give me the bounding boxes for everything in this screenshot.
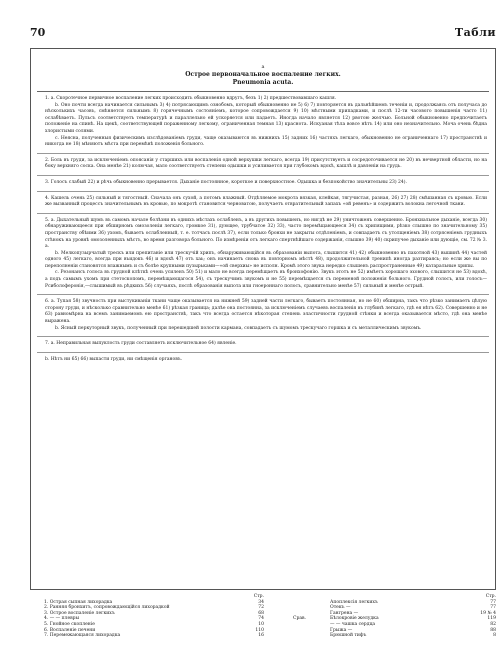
row-label: Брюшной тифъ xyxy=(330,633,367,639)
paragraph: 5. а. Дыхательный шумъ въ самомъ начале болѣзни въ однихъ мѣстахъ ослабленъ, а въ другихъ повышенъ, но нигдѣ не 29) уничтоженъ совершенно. Бронхиальное дыханіе, всегда 30) обнаруживающееся при обширномъ омозоленіи легкаго, громкое 31), дующее, трубчатое 32) 33), часто перемѣщающееся 34) съ хрипящими, рѣзко слышно по значительному 35) пространству обѣими 36) ухомъ, бываетъ ослабленный, т. е. тотчасъ послѣ 37), если только бронхи не закрыты отдѣленіемъ, и совпадаетъ съ утолщеніемъ 38) сотрясеніемъ грудныхъ стѣнокъ на уровнѣ омозоленныхъ мѣстъ, во время разговора больного. По измѣреніи отъ легкаго спертнѣйшаго содержанія, слышно 39) 40) скрипучее дыханіе или дующіе, см. 72 № 3. а. xyxy=(45,217,487,250)
paragraph: b. Оно почти всегда начинается сильнымъ 3) 4) потрясающимъ ознобомъ, который обыкновенно не 5) 6) 7) повторяется въ дальнѣйшемъ теченіи и, продолжаясь отъ получаса до нѣсколькихъ часовъ, смѣняется сильнымъ 8) горячечнымъ состояніемъ, которое сопровождается 9) 10) мѣстными припадками, и послѣ 12-ти часового повышенія часто 11) ослабѣваетъ. Пульсъ соответствуетъ температурѣ и параллельно ей ускоряется или падаетъ. Иногда начало является 12) рвотою желчью. Больной обыкновенно предпочитаетъ положеніе на спинѣ. На щекѣ, соответствующей пораженному легкому, ограниченная темная 13) краснота. Искуаная тѣла вовсе нѣтъ 14) или оно незначительно. Моча очень бѣдна хлористыми солями. xyxy=(45,102,487,134)
table-row xyxy=(330,633,496,639)
block-title-text: Острое первоначальное воспаление легких. xyxy=(185,71,341,78)
row-label: 1. Острая сыпная лихорадка xyxy=(44,599,113,605)
row-page: 8 xyxy=(493,633,496,639)
paragraph: b. Ясный перкуторный звукъ, полученный при перешедшей полости кармана, совпадаетъ съ шумомъ трескучаго горшка и съ металлическимъ звукомъ. xyxy=(55,325,422,331)
row-page: 10 xyxy=(258,621,264,627)
content-box xyxy=(30,48,496,590)
section-divider xyxy=(37,191,489,192)
row-page: 34 xyxy=(258,599,264,605)
paragraph: с. Неясна, полученныя физическимъ изслѣдованіемъ груди, чаще оказываются въ нижнихъ 15) задних 16) частяхъ легкаго, обыкновенно не ограниченнаго 17) пространствѣ и никогда не 18) мѣняютъ мѣста при перемѣнѣ положенія больного. xyxy=(45,135,487,148)
section xyxy=(31,357,495,364)
row-label: Отекъ — xyxy=(330,605,351,611)
row-label: Апоплексія легкихъ xyxy=(330,599,378,605)
row-page: 77 xyxy=(490,599,496,605)
row-label: — — чашка сердца xyxy=(330,621,376,627)
row-page: 110 xyxy=(255,627,264,633)
block-title xyxy=(31,63,495,87)
divider xyxy=(37,91,489,92)
section xyxy=(31,218,495,291)
row-page: 16 xyxy=(258,633,264,639)
page-number: 70 xyxy=(30,26,46,39)
section-divider xyxy=(37,213,489,214)
paragraph: b. Мелкопузырчатый трескъ или препитаніе или трескучій хрипъ, обнаруживающійся въ образованіи выпота, слышится 41) 42) обыкновенно въ пахотной 43) вышинѣ 44) частей одного 45) легкаго, всегда при въидокъ 46) и вдохѣ 47) отъ хаь; онъ начинаетъ снова въ повторномъ мѣстѣ 48), продолжительной тренипѣ иногда разтираясь; но если же вы по переполненіи становятся влажнымъ и съ болѣе крупными пузырьками—«ой сверхиы» не исполн. Кромѣ этого звука нередко слышенъ распространенные 49) катаральные хрипы. xyxy=(45,250,487,269)
paragraph: 6. а. Тупая 58) звучность при выстукиваніи ткани чаще оказывается на нижней 59) задней части легкаго, бываетъ постоянная, но не 60) обширна, такъ что рѣзко занимаетъ цѣлую сторону груди, и нѣсколько сравнительно менѣе 61) рѣзкая граница; далѣе она постоянна, за исключеніемъ случаевъ воспаленія въ глубинѣ легкаго, гдѣ ея нѣтъ 62). Совершенно и не 63) равномѣрна на всемъ занимаемомъ ею пространствѣ, такъ что всегда остается нѣкоторая степень эластичности грудной стѣнки и всегда оказывается мѣсто, гдѣ она менѣе выражена. xyxy=(45,299,487,325)
differential-table xyxy=(30,594,496,646)
paragraph: b. Нѣтъ ни 65) 66) выпасти груди, ни смѣщенія органовъ. xyxy=(45,356,183,362)
row-label: Грыжа — xyxy=(330,627,353,633)
paragraph: 3. Голосъ слабый 22) и рѣчь обыкновенно прерывается. Дыханіе постоянное, короткое и поверхностное. Одышка и безпокойство значительны 23) 24). xyxy=(45,179,407,185)
section xyxy=(31,196,495,209)
section-divider xyxy=(37,153,489,154)
right-header: Стр. xyxy=(485,594,496,599)
running-head: Табли xyxy=(454,26,496,39)
row-label: 3. Острое воспаленіе легкихъ xyxy=(44,610,115,616)
table-left-column xyxy=(44,594,264,639)
paragraph: 2. Боль въ груди, за исключеніемъ опоясанія у старшихъ или воспаленія одной верхушки легкаго, всегда 19) присутствуетъ и сосредоточивается не 20) въ нечвертной области, но на боку верхняго соска. Она менѣе 21) колючая, мало соответствуетъ степени одышки и усиливается при глубокомъ вдохѣ, кашлѣ и давленіи на грудь. xyxy=(45,157,487,170)
row-label: Гангрена — xyxy=(330,610,359,616)
table-row xyxy=(44,633,264,639)
row-page: 72 xyxy=(258,605,264,611)
sections xyxy=(31,96,495,363)
paragraph: 7. а. Неправильная выпуклость груди составляетъ исключительное 64) явленіе. xyxy=(45,341,237,347)
row-page: 77 xyxy=(490,605,496,611)
row-page: 82 xyxy=(490,621,496,627)
row-label: 7. Перемежающаяся лихорадка xyxy=(44,633,121,639)
row-label: 6. Воспаленіе печени xyxy=(44,627,96,633)
paragraph: с. Резонансъ голоса въ грудной клѣткѣ очень усиленъ 50) 51) и мало не всегда перемѣщаетъ въ бронхофонію. Звукъ этотъ не 52) имѣетъ хорошаго эхового, слышится не 53) вдохѣ, а подъ самымъ ухомъ при стетоскопомъ, перемѣщающагося 54), съ трескучимъ звукомъ и не 55) перемѣщается съ переменой положенія больного. Грудной голосъ, или голосъ—Рсиболоферонія,—слышимый въ рѣдкихъ 56) случаяхъ, послѣ образованія выпота или гноероннаго полосъ, сравнительно менѣе 57) сильный и менѣе острый. xyxy=(45,270,487,289)
section-divider xyxy=(37,175,489,176)
section-divider xyxy=(37,336,489,337)
section xyxy=(31,299,495,332)
paragraph: 1. а. Скоротечное первичное воспаление легких происходить обыкновенно вдругъ, безъ 1) 2) предшествовавшаго кашля. xyxy=(45,96,337,101)
block-subtitle: Pneumonia acuta. xyxy=(232,79,294,86)
row-label: Бѣлокровіе желудка xyxy=(330,616,379,622)
row-page: 74 xyxy=(258,616,264,622)
row-label: 4. — — плевры xyxy=(44,616,80,622)
section xyxy=(31,341,495,348)
row-label: 5. Гнойное скопленіе xyxy=(44,621,95,627)
section-divider xyxy=(37,294,489,295)
row-page: 119 xyxy=(487,616,496,622)
row-page: 88 xyxy=(490,627,496,633)
section-divider xyxy=(37,352,489,353)
left-header: Стр. xyxy=(253,594,264,599)
paragraph: 4. Кашель очень 25) сильный и тягостный. Сначала онъ сухой, а потомъ влажный. Отдѣляемое мокрота вязкая, клейкая, тягучистая, разная, 26) 27) 28) смѣшанная съ кровью. Если же вызванный процессъ значительнымъ въ кровью, по мокротѣ становится черноватою, получаетъ отвратительный запахъ «ой ревенъ» и содержитъ волокна легочной ткани. xyxy=(45,195,487,208)
row-page: 68 xyxy=(258,610,264,616)
table-right-column xyxy=(330,594,496,639)
block-mark: а xyxy=(261,64,265,70)
section xyxy=(31,180,495,187)
brace-label: Срав. xyxy=(293,616,306,621)
section xyxy=(31,96,495,149)
row-label: 2. Ранняя бронхитъ, сопровождающійся лихорадкой xyxy=(44,605,170,611)
row-page: 19 № 4 xyxy=(480,610,496,616)
section xyxy=(31,158,495,171)
